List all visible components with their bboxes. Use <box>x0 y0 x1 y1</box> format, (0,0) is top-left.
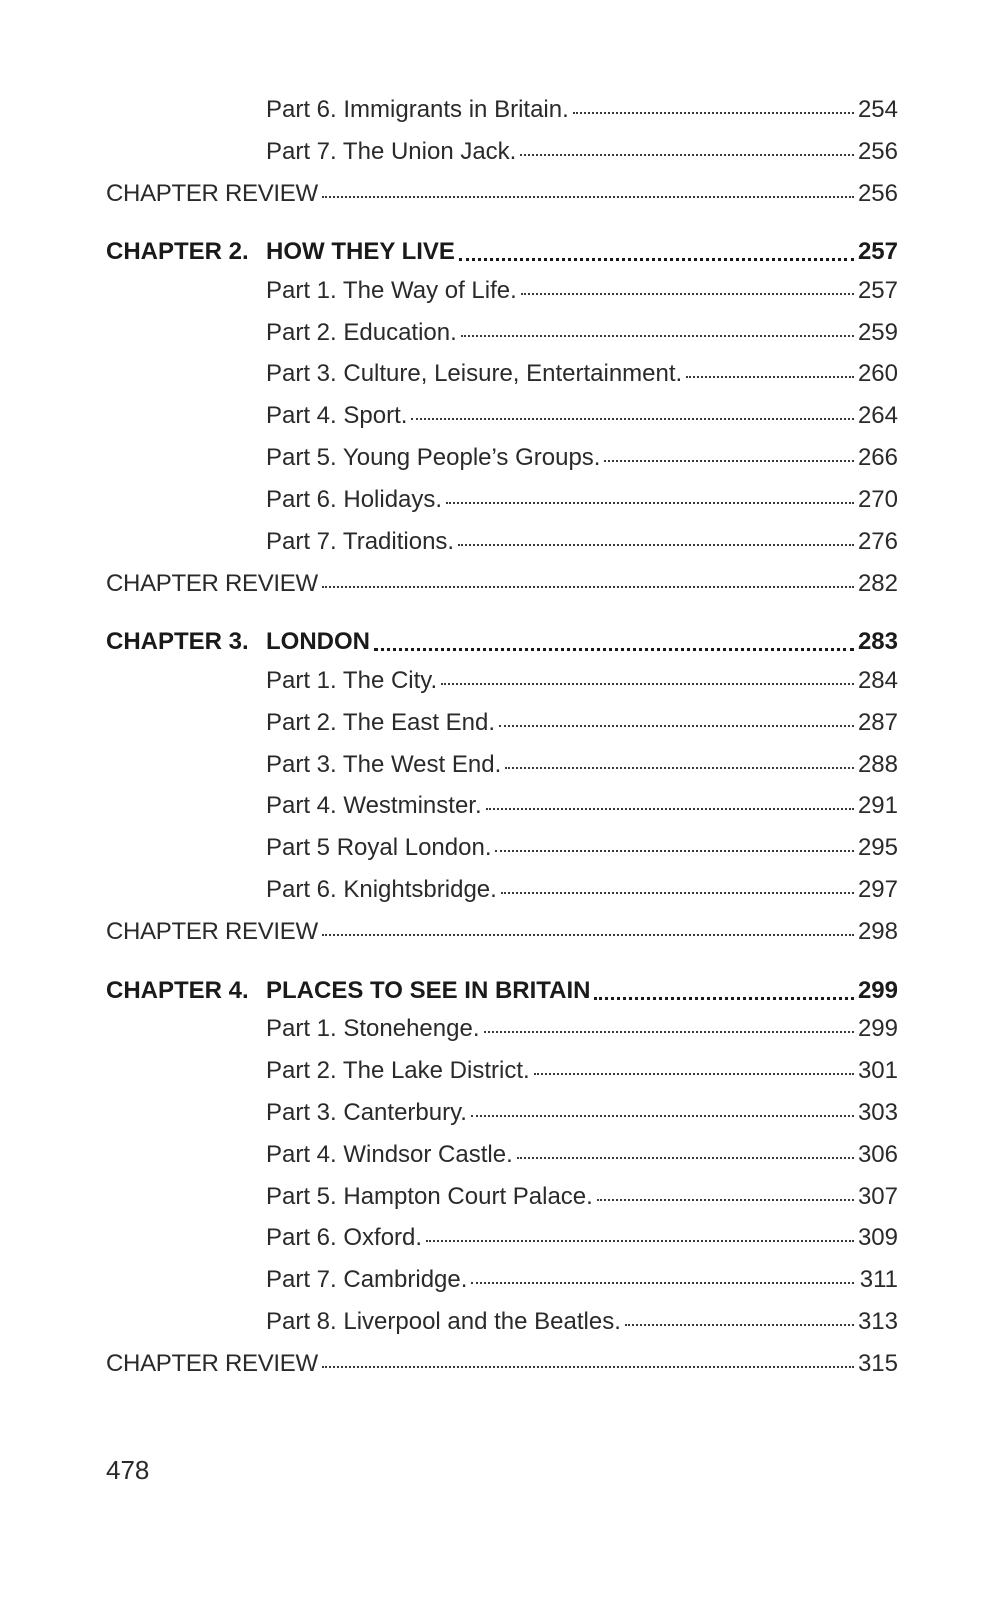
page-ref: 282 <box>857 569 898 597</box>
page-ref: 299 <box>857 976 898 1004</box>
dot-leader <box>521 292 854 295</box>
page-ref: 288 <box>857 750 898 778</box>
page-ref: 254 <box>857 96 898 123</box>
page-ref: 301 <box>857 1056 898 1084</box>
toc-part-row <box>106 1183 898 1225</box>
toc-part-row <box>106 1266 898 1308</box>
part-title: Part 6. Holidays. <box>266 486 443 514</box>
part-title: Part 4. Westminster. <box>266 792 482 820</box>
part-title: Part 1. The City. <box>266 666 438 694</box>
part-title: Part 1. The Way of Life. <box>266 276 517 304</box>
page-ref: 303 <box>857 1098 898 1126</box>
dot-leader <box>322 933 854 936</box>
toc-part-row <box>106 1141 898 1183</box>
page-ref: 306 <box>857 1140 898 1168</box>
dot-leader <box>411 417 854 420</box>
part-title: Part 5 Royal London. <box>266 834 492 862</box>
dot-leader <box>520 153 854 156</box>
page-ref: 299 <box>857 1015 898 1043</box>
toc-part-row <box>106 528 898 570</box>
toc-review-row <box>106 1350 898 1392</box>
chapter-review-label: CHAPTER REVIEW <box>106 569 318 597</box>
part-title: Part 6. Knightsbridge. <box>266 876 497 904</box>
page-ref: 264 <box>857 402 898 430</box>
dot-leader <box>322 1365 854 1368</box>
page-ref: 313 <box>857 1308 898 1336</box>
toc-part-row <box>106 1224 898 1266</box>
toc-review-row <box>106 918 898 960</box>
toc-part-row <box>106 277 898 319</box>
dot-leader <box>505 766 854 769</box>
toc-part-row <box>106 319 898 361</box>
page-ref: 259 <box>857 318 898 346</box>
toc-chapter-row <box>106 960 898 1015</box>
dot-leader <box>322 195 854 198</box>
dot-leader <box>484 1030 854 1033</box>
page-ref: 315 <box>857 1350 898 1378</box>
part-title: Part 7. Cambridge. <box>266 1266 468 1294</box>
part-title: Part 5. Hampton Court Palace. <box>266 1182 593 1210</box>
part-title: Part 2. The Lake District. <box>266 1056 530 1084</box>
part-title: Part 6. Oxford. <box>266 1224 423 1252</box>
page-ref: 295 <box>857 834 898 862</box>
page-ref: 260 <box>857 360 898 388</box>
part-title: Part 1. Stonehenge. <box>266 1015 480 1043</box>
dot-leader <box>461 334 854 337</box>
toc-part-row <box>106 486 898 528</box>
toc-part-row <box>106 1308 898 1350</box>
chapter-title: LONDON <box>266 628 370 656</box>
chapter-number: CHAPTER 3. <box>106 628 249 656</box>
toc-review-row <box>106 180 898 222</box>
toc-part-row <box>106 667 898 709</box>
chapter-number: CHAPTER 4. <box>106 976 249 1004</box>
dot-leader <box>458 543 854 546</box>
dot-leader <box>499 724 854 727</box>
part-title: Part 5. Young People’s Groups. <box>266 444 601 472</box>
part-title: Part 7. The Union Jack. <box>266 137 517 165</box>
part-title: Part 7. Traditions. <box>266 528 455 556</box>
dot-leader <box>594 996 853 1000</box>
chapter-review-label: CHAPTER REVIEW <box>106 918 318 946</box>
page-ref: 287 <box>857 708 898 736</box>
part-title: Part 6. Immigrants in Britain. <box>266 96 569 123</box>
table-of-contents <box>106 96 898 1392</box>
page-ref: 307 <box>857 1182 898 1210</box>
page-ref: 276 <box>857 528 898 556</box>
toc-part-row <box>106 138 898 180</box>
page-ref: 270 <box>857 486 898 514</box>
chapter-review-label: CHAPTER REVIEW <box>106 1350 318 1378</box>
toc-chapter-row <box>106 612 898 667</box>
toc-part-row <box>106 444 898 486</box>
dot-leader <box>441 682 854 685</box>
part-title: Part 4. Sport. <box>266 402 408 430</box>
dot-leader <box>471 1114 854 1117</box>
dot-leader <box>686 375 854 378</box>
toc-part-row <box>106 360 898 402</box>
toc-part-row <box>106 1099 898 1141</box>
dot-leader <box>604 459 853 462</box>
toc-chapter-row <box>106 222 898 277</box>
dot-leader <box>322 585 854 588</box>
chapter-review-label: CHAPTER REVIEW <box>106 179 318 207</box>
toc-part-row <box>106 402 898 444</box>
toc-part-row <box>106 751 898 793</box>
page-ref: 298 <box>857 918 898 946</box>
chapter-title: HOW THEY LIVE <box>266 238 455 266</box>
toc-part-row <box>106 834 898 876</box>
toc-part-row <box>106 709 898 751</box>
part-title: Part 2. Education. <box>266 318 457 346</box>
part-title: Part 3. Culture, Leisure, Entertainment. <box>266 360 683 388</box>
dot-leader <box>486 807 854 810</box>
page-ref: 256 <box>857 179 898 207</box>
dot-leader <box>517 1156 854 1159</box>
part-title: Part 4. Windsor Castle. <box>266 1140 513 1168</box>
dot-leader <box>573 111 854 114</box>
part-title: Part 3. The West End. <box>266 750 502 778</box>
dot-leader <box>534 1072 854 1075</box>
page-number: 478 <box>106 1455 150 1485</box>
page-ref: 257 <box>857 238 898 266</box>
page-ref: 309 <box>857 1224 898 1252</box>
toc-part-row <box>106 96 898 138</box>
toc-part-row <box>106 792 898 834</box>
page-ref: 283 <box>857 628 898 656</box>
dot-leader <box>625 1323 854 1326</box>
page-ref: 266 <box>857 444 898 472</box>
toc-review-row <box>106 570 898 612</box>
dot-leader <box>446 501 854 504</box>
dot-leader <box>495 849 853 852</box>
page-ref: 257 <box>857 276 898 304</box>
dot-leader <box>426 1239 854 1242</box>
chapter-title: PLACES TO SEE IN BRITAIN <box>266 976 591 1004</box>
dot-leader <box>597 1198 854 1201</box>
part-title: Part 8. Liverpool and the Beatles. <box>266 1308 621 1336</box>
toc-part-row <box>106 876 898 918</box>
page-ref: 291 <box>857 792 898 820</box>
page-ref: 284 <box>857 666 898 694</box>
page-ref: 256 <box>857 137 898 165</box>
toc-part-row <box>106 1015 898 1057</box>
page-ref: 311 <box>859 1266 898 1294</box>
part-title: Part 3. Canterbury. <box>266 1098 467 1126</box>
dot-leader <box>459 257 854 261</box>
page-ref: 297 <box>857 876 898 904</box>
part-title: Part 2. The East End. <box>266 708 496 736</box>
dot-leader <box>501 891 854 894</box>
dot-leader <box>374 647 854 651</box>
toc-part-row <box>106 1057 898 1099</box>
chapter-number: CHAPTER 2. <box>106 238 249 266</box>
dot-leader <box>471 1281 854 1284</box>
